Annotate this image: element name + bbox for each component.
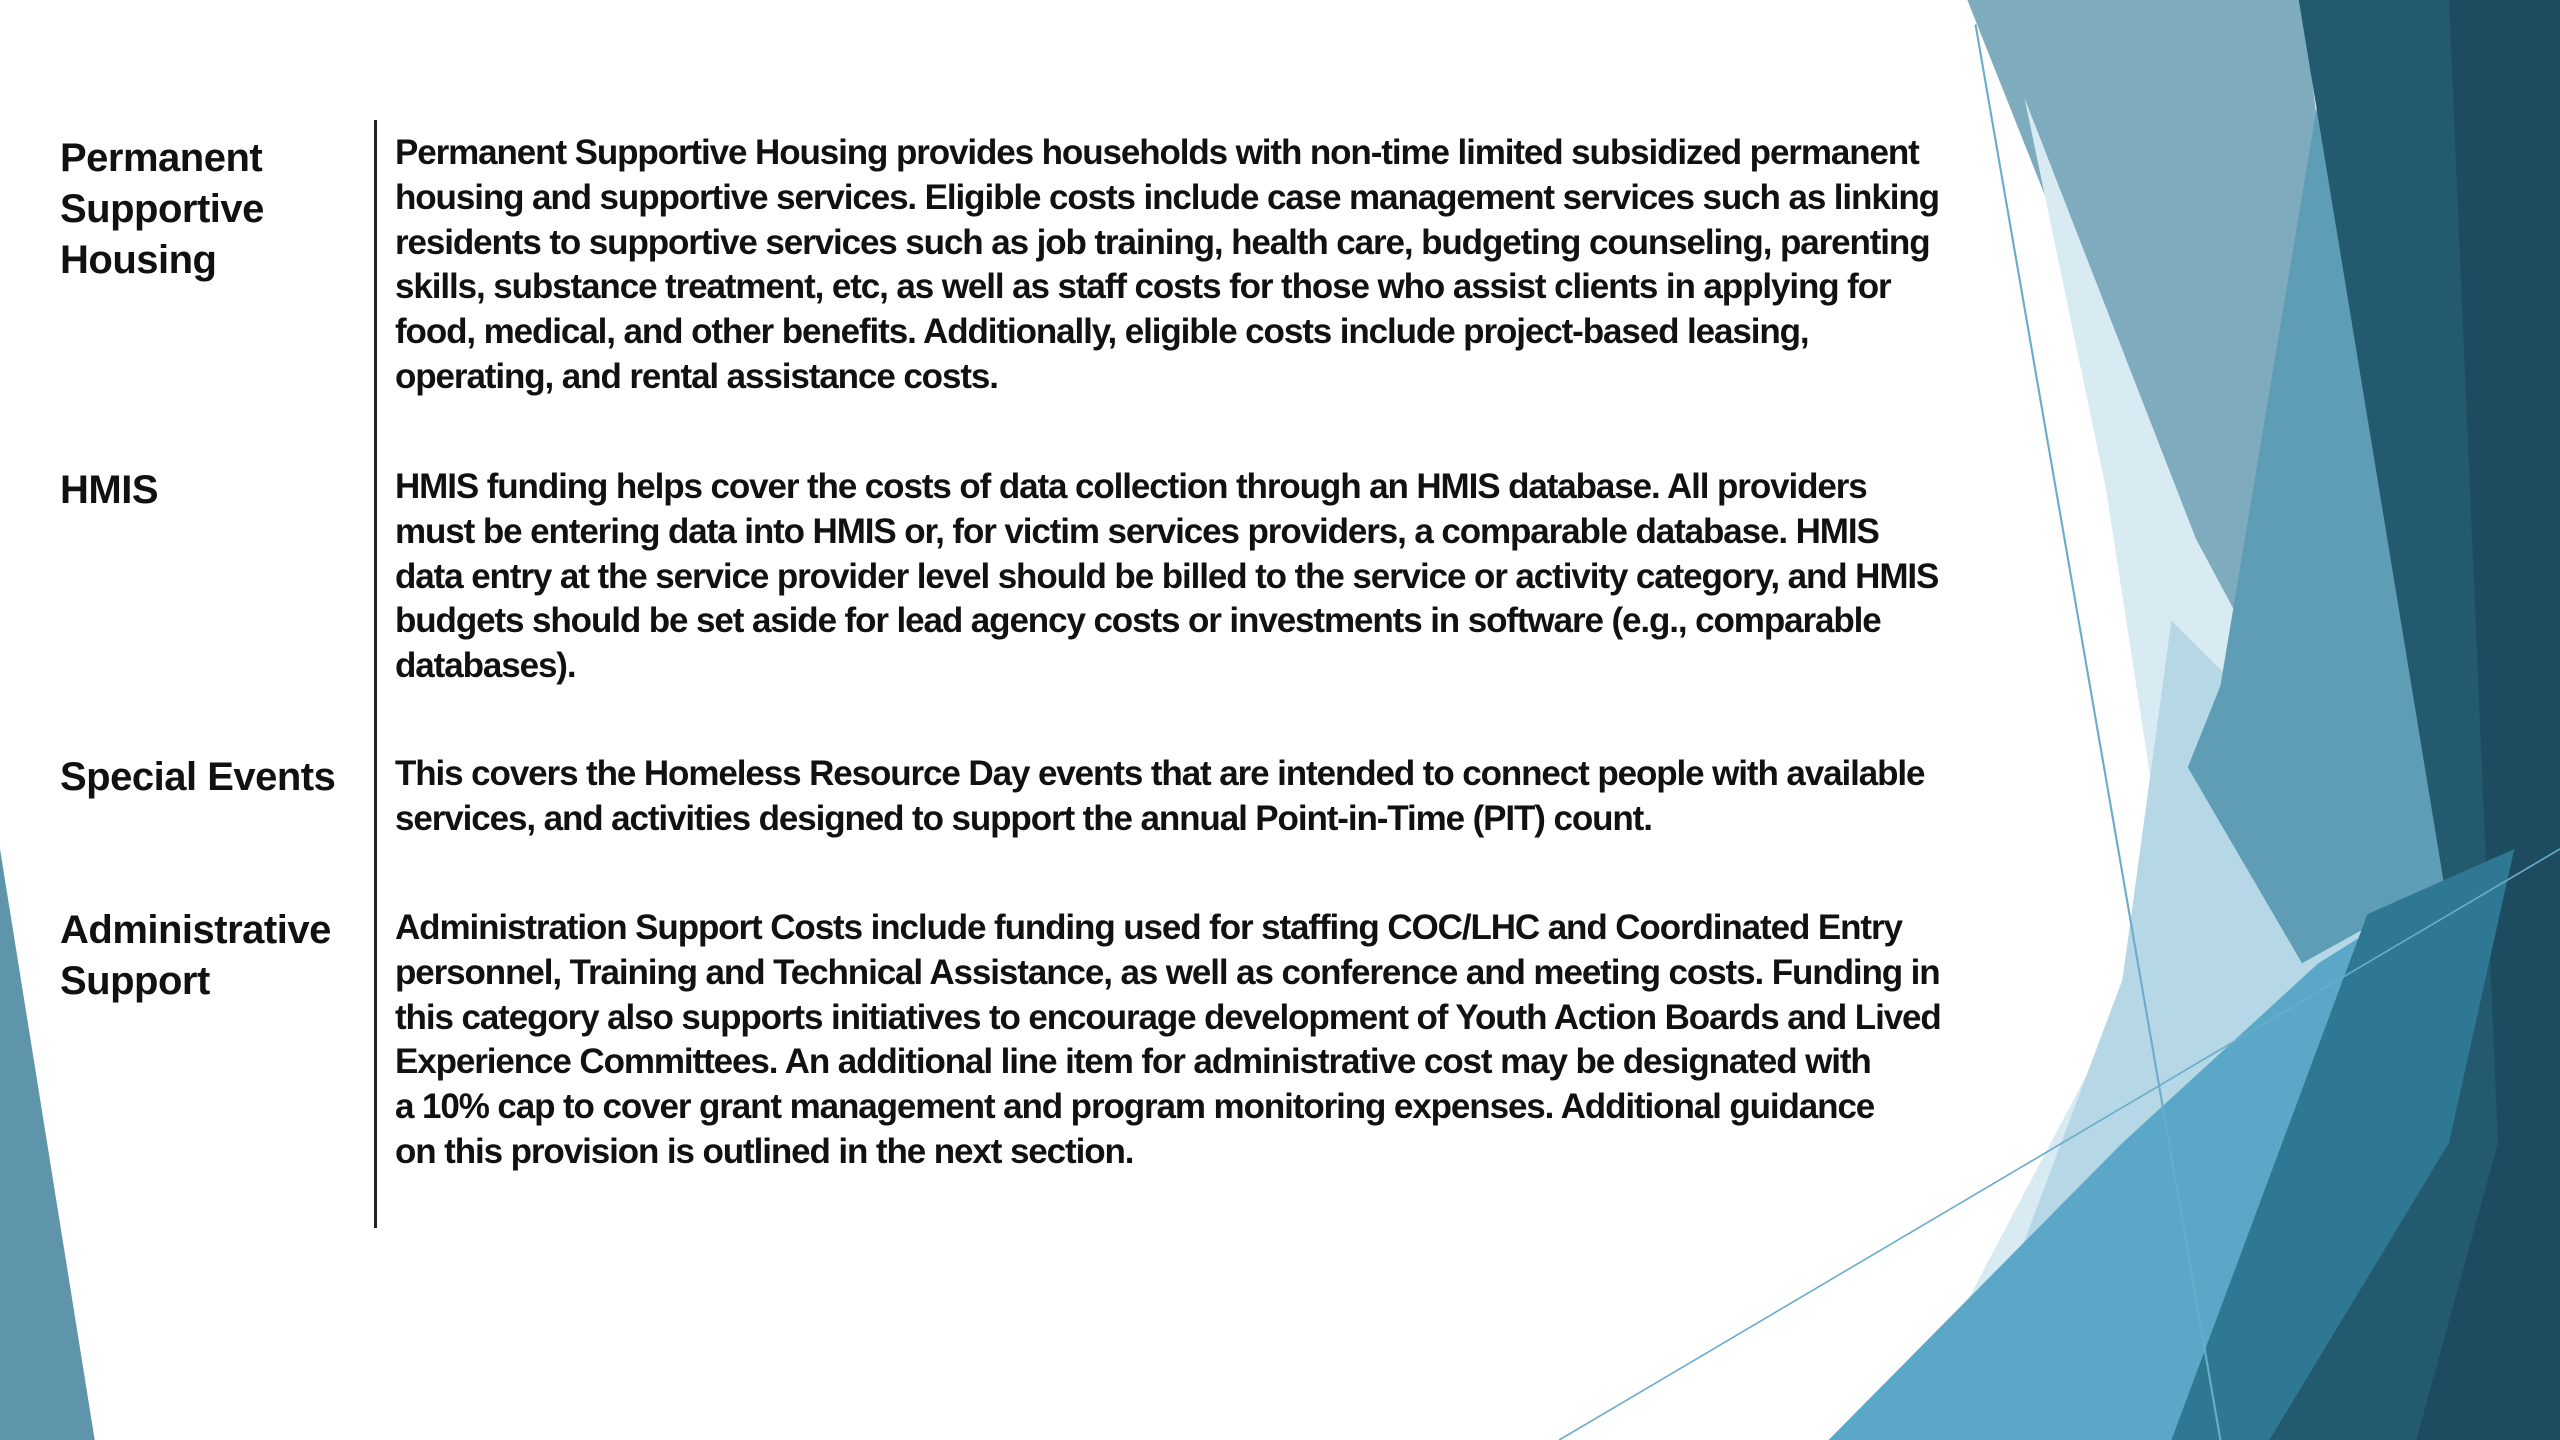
description-administrative-support xyxy=(395,906,1941,1175)
description-hmis xyxy=(395,465,1938,689)
body-line: budgets should be set aside for lead agency costs or investments in software (e.g., comparable xyxy=(395,601,1881,641)
body-line: skills, substance treatment, etc, as well as staff costs for those who assist clients in applying for xyxy=(395,267,1891,307)
body-line: data entry at the service provider level should be billed to the service or activity category, and HMIS xyxy=(395,556,1939,596)
body-line: Experience Committees. An additional line item for administrative cost may be designated with xyxy=(395,1042,1871,1082)
body-line: HMIS funding helps cover the costs of data collection through an HMIS database. All providers xyxy=(395,467,1867,506)
body-line: operating, and rental assistance costs. xyxy=(395,356,998,396)
description-permanent-supportive-housing xyxy=(395,131,1939,400)
label-line: Special Events xyxy=(60,755,336,799)
body-line: must be entering data into HMIS or, for victim services providers, a comparable database. HMIS xyxy=(395,511,1879,551)
label-line: HMIS xyxy=(60,468,158,512)
label-line: Housing xyxy=(60,238,217,282)
body-line: a 10% cap to cover grant management and program monitoring expenses. Additional guidance xyxy=(395,1087,1875,1127)
body-line: Administration Support Costs include funding used for staffing COC/LHC and Coordinated Entry xyxy=(395,908,1902,947)
label-line: Administrative xyxy=(60,908,331,952)
body-line: on this provision is outlined in the next section. xyxy=(395,1131,1134,1171)
description-special-events xyxy=(395,752,1924,842)
body-line: housing and supportive services. Eligible costs include case management services such as linking xyxy=(395,177,1939,217)
label-administrative-support xyxy=(60,905,331,1007)
body-line: food, medical, and other benefits. Additionally, eligible costs include project-based leasing, xyxy=(395,312,1809,352)
label-hmis xyxy=(60,465,158,516)
body-line: Permanent Supportive Housing provides households with non-time limited subsidized permanent xyxy=(395,133,1919,172)
body-line: databases). xyxy=(395,646,576,686)
label-special-events xyxy=(60,752,335,803)
label-line: Support xyxy=(60,959,210,1003)
column-divider xyxy=(374,120,377,1228)
body-line: services, and activities designed to support the annual Point-in-Time (PIT) count. xyxy=(395,798,1652,838)
body-line: This covers the Homeless Resource Day events that are intended to connect people with available xyxy=(395,754,1925,793)
label-line: Permanent xyxy=(60,136,263,180)
label-line: Supportive xyxy=(60,187,264,231)
body-line: personnel, Training and Technical Assistance, as well as conference and meeting costs. Funding in xyxy=(395,952,1940,992)
body-line: this category also supports initiatives to encourage development of Youth Action Boards and Lived xyxy=(395,997,1941,1037)
label-permanent-supportive-housing xyxy=(60,133,264,286)
body-line: residents to supportive services such as job training, health care, budgeting counseling, parenting xyxy=(395,222,1930,262)
